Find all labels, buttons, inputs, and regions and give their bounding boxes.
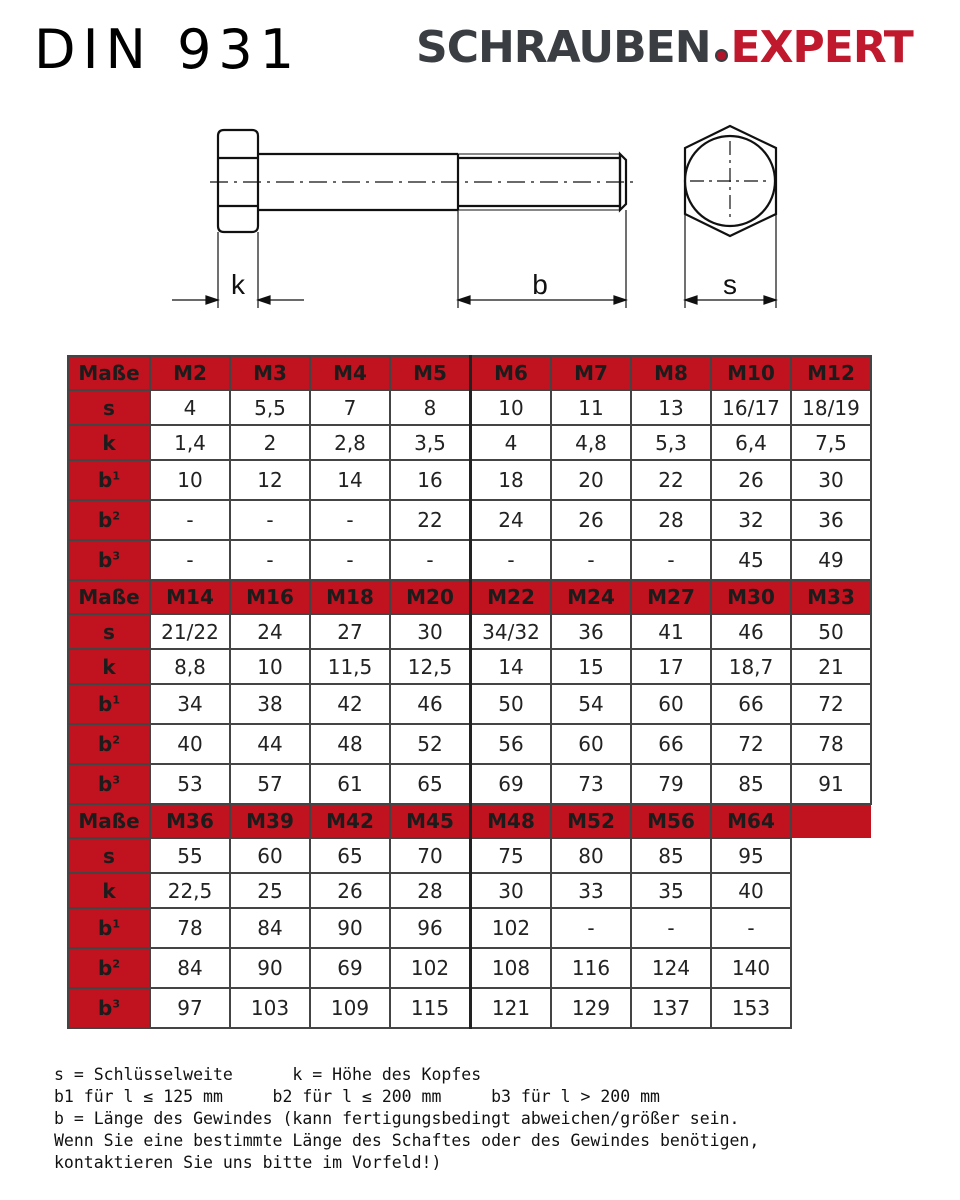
value-cell: 45 [711, 540, 791, 580]
value-cell: 5,3 [631, 425, 711, 460]
row-label-superscript: 2 [112, 957, 120, 971]
table-row [68, 724, 871, 764]
value-cell: 91 [791, 764, 871, 804]
header-cell-size: M64 [711, 804, 791, 838]
value-cell: 10 [150, 460, 230, 500]
value-cell: 95 [711, 838, 791, 873]
value-cell: 26 [551, 500, 631, 540]
row-label-superscript: 2 [112, 733, 120, 747]
value-cell: 4,8 [551, 425, 631, 460]
value-cell: 12 [230, 460, 310, 500]
value-cell: 6,4 [711, 425, 791, 460]
value-cell: 60 [551, 724, 631, 764]
row-label: b [98, 468, 113, 492]
value-cell: 73 [551, 764, 631, 804]
value-cell: 18 [471, 460, 552, 500]
value-cell: 72 [711, 724, 791, 764]
table-row [68, 614, 871, 649]
empty-cell [791, 988, 871, 1028]
value-cell: 41 [631, 614, 711, 649]
value-cell: - [150, 540, 230, 580]
value-cell: 30 [791, 460, 871, 500]
row-label-cell [68, 838, 150, 873]
row-label-superscript: 1 [112, 917, 120, 931]
value-cell: - [631, 540, 711, 580]
header-cell-masse: Maße [68, 804, 150, 838]
value-cell: 24 [230, 614, 310, 649]
value-cell: 90 [310, 908, 390, 948]
value-cell: 50 [791, 614, 871, 649]
value-cell: 153 [711, 988, 791, 1028]
value-cell: 40 [711, 873, 791, 908]
row-label-cell [68, 614, 150, 649]
header-cell-size: M8 [631, 356, 711, 390]
table-row [68, 873, 871, 908]
value-cell: 27 [310, 614, 390, 649]
value-cell: 48 [310, 724, 390, 764]
table-header-row [68, 356, 871, 390]
value-cell: 49 [791, 540, 871, 580]
value-cell: 24 [471, 500, 552, 540]
table-header-row [68, 804, 871, 838]
value-cell: 69 [310, 948, 390, 988]
brand-dot-icon [715, 49, 728, 62]
table-row [68, 838, 871, 873]
value-cell: 10 [230, 649, 310, 684]
value-cell: 3,5 [390, 425, 471, 460]
value-cell: 2,8 [310, 425, 390, 460]
footnote-line: b = Länge des Gewindes (kann fertigungsbedingt abweichen/größer sein. [54, 1109, 740, 1128]
row-label: s [103, 395, 115, 420]
value-cell: 103 [230, 988, 310, 1028]
row-label: k [102, 430, 116, 455]
brand-logo [416, 22, 913, 73]
value-cell: 84 [230, 908, 310, 948]
row-label: b [98, 772, 113, 796]
value-cell: 14 [471, 649, 552, 684]
value-cell: 7,5 [791, 425, 871, 460]
value-cell: 46 [711, 614, 791, 649]
dimension-label-b: b [532, 269, 548, 300]
value-cell: 50 [471, 684, 552, 724]
value-cell: - [390, 540, 471, 580]
header-cell-size: M33 [791, 580, 871, 614]
value-cell: 21/22 [150, 614, 230, 649]
row-label-superscript: 3 [112, 773, 120, 787]
empty-cell [791, 908, 871, 948]
value-cell: 85 [711, 764, 791, 804]
value-cell: 140 [711, 948, 791, 988]
table-row [68, 390, 871, 425]
row-label: k [102, 878, 116, 903]
value-cell: 46 [390, 684, 471, 724]
value-cell: 38 [230, 684, 310, 724]
header-cell-masse: Maße [68, 580, 150, 614]
value-cell: 26 [310, 873, 390, 908]
header-cell-size: M20 [390, 580, 471, 614]
value-cell: - [551, 540, 631, 580]
value-cell: 66 [631, 724, 711, 764]
value-cell: 5,5 [230, 390, 310, 425]
value-cell: 60 [631, 684, 711, 724]
value-cell: 18/19 [791, 390, 871, 425]
value-cell: 13 [631, 390, 711, 425]
row-label-cell [68, 390, 150, 425]
table-row [68, 764, 871, 804]
dimension-lines [172, 210, 776, 308]
value-cell: 115 [390, 988, 471, 1028]
value-cell: 90 [230, 948, 310, 988]
row-label-superscript: 3 [112, 997, 120, 1011]
row-label-cell [68, 724, 150, 764]
value-cell: 80 [551, 838, 631, 873]
value-cell: 85 [631, 838, 711, 873]
value-cell: 17 [631, 649, 711, 684]
value-cell: 66 [711, 684, 791, 724]
dimension-label-s: s [723, 269, 737, 300]
bolt-technical-drawing [0, 110, 960, 330]
value-cell: - [230, 500, 310, 540]
header-cell-size: M18 [310, 580, 390, 614]
value-cell: 52 [390, 724, 471, 764]
row-label: b [98, 548, 113, 572]
value-cell: 32 [711, 500, 791, 540]
header-cell-size: M42 [310, 804, 390, 838]
value-cell: 18,7 [711, 649, 791, 684]
table-row [68, 460, 871, 500]
header-cell-size: M36 [150, 804, 230, 838]
value-cell: 4 [471, 425, 552, 460]
header-cell-size: M22 [471, 580, 552, 614]
header-cell-size: M5 [390, 356, 471, 390]
bolt-side-view [218, 130, 626, 232]
value-cell: 129 [551, 988, 631, 1028]
row-label-superscript: 1 [112, 469, 120, 483]
value-cell: - [471, 540, 552, 580]
header-cell-size: M7 [551, 356, 631, 390]
value-cell: 121 [471, 988, 552, 1028]
value-cell: 78 [150, 908, 230, 948]
value-cell: 30 [390, 614, 471, 649]
brand-name-part1: SCHRAUBEN [416, 22, 711, 73]
value-cell: 11 [551, 390, 631, 425]
value-cell: 10 [471, 390, 552, 425]
row-label: s [103, 619, 115, 644]
header-cell-size: M24 [551, 580, 631, 614]
row-label-cell [68, 649, 150, 684]
value-cell: 72 [791, 684, 871, 724]
value-cell: 20 [551, 460, 631, 500]
value-cell: 21 [791, 649, 871, 684]
value-cell: 35 [631, 873, 711, 908]
row-label-cell [68, 764, 150, 804]
value-cell: 15 [551, 649, 631, 684]
row-label-cell [68, 540, 150, 580]
header-cell-size: M4 [310, 356, 390, 390]
value-cell: 116 [551, 948, 631, 988]
value-cell: 61 [310, 764, 390, 804]
table-row [68, 649, 871, 684]
row-label: b [98, 996, 113, 1020]
value-cell: - [230, 540, 310, 580]
value-cell: 102 [471, 908, 552, 948]
empty-cell [791, 948, 871, 988]
row-label-cell [68, 948, 150, 988]
row-label-superscript: 3 [112, 549, 120, 563]
row-label: b [98, 732, 113, 756]
value-cell: 75 [471, 838, 552, 873]
value-cell: 96 [390, 908, 471, 948]
dimension-label-k: k [231, 269, 245, 300]
row-label: b [98, 508, 113, 532]
value-cell: 30 [471, 873, 552, 908]
header-cell-size: M10 [711, 356, 791, 390]
value-cell: 34 [150, 684, 230, 724]
value-cell: 1,4 [150, 425, 230, 460]
value-cell: - [551, 908, 631, 948]
value-cell: 54 [551, 684, 631, 724]
row-label-cell [68, 425, 150, 460]
header-cell-size: M30 [711, 580, 791, 614]
value-cell: 22 [390, 500, 471, 540]
row-label: s [103, 843, 115, 868]
value-cell: 36 [791, 500, 871, 540]
value-cell: - [310, 540, 390, 580]
value-cell: - [631, 908, 711, 948]
header-cell-size: M48 [471, 804, 552, 838]
empty-cell [791, 804, 871, 838]
value-cell: 22 [631, 460, 711, 500]
header-cell-size: M56 [631, 804, 711, 838]
table-row [68, 908, 871, 948]
value-cell: 16/17 [711, 390, 791, 425]
value-cell: 7 [310, 390, 390, 425]
value-cell: 8 [390, 390, 471, 425]
value-cell: 53 [150, 764, 230, 804]
header-cell-size: M3 [230, 356, 310, 390]
header-cell-size: M39 [230, 804, 310, 838]
header-cell-size: M45 [390, 804, 471, 838]
value-cell: 70 [390, 838, 471, 873]
table-row [68, 948, 871, 988]
value-cell: 2 [230, 425, 310, 460]
value-cell: 56 [471, 724, 552, 764]
value-cell: 22,5 [150, 873, 230, 908]
footnote-line: b1 für l ≤ 125 mm b2 für l ≤ 200 mm b3 für l > 200 mm [54, 1087, 660, 1106]
table-row [68, 684, 871, 724]
row-label-cell [68, 908, 150, 948]
value-cell: 57 [230, 764, 310, 804]
value-cell: 102 [390, 948, 471, 988]
footnote-line: Wenn Sie eine bestimmte Länge des Schaftes oder des Gewindes benötigen, [54, 1131, 760, 1150]
header-cell-size: M16 [230, 580, 310, 614]
table-row [68, 540, 871, 580]
row-label-cell [68, 988, 150, 1028]
value-cell: 8,8 [150, 649, 230, 684]
value-cell: 28 [631, 500, 711, 540]
row-label: b [98, 692, 113, 716]
value-cell: 25 [230, 873, 310, 908]
value-cell: 36 [551, 614, 631, 649]
value-cell: 137 [631, 988, 711, 1028]
dimensions-table [67, 355, 872, 1029]
header-cell-size: M6 [471, 356, 552, 390]
value-cell: 78 [791, 724, 871, 764]
value-cell: 55 [150, 838, 230, 873]
row-label: k [102, 654, 116, 679]
value-cell: 109 [310, 988, 390, 1028]
header-cell-masse: Maße [68, 356, 150, 390]
value-cell: 84 [150, 948, 230, 988]
value-cell: 97 [150, 988, 230, 1028]
value-cell: 16 [390, 460, 471, 500]
value-cell: 14 [310, 460, 390, 500]
row-label-cell [68, 460, 150, 500]
header-cell-size: M52 [551, 804, 631, 838]
value-cell: 108 [471, 948, 552, 988]
row-label: b [98, 956, 113, 980]
row-label-superscript: 1 [112, 693, 120, 707]
value-cell: 42 [310, 684, 390, 724]
value-cell: 65 [390, 764, 471, 804]
table-row [68, 425, 871, 460]
value-cell: 79 [631, 764, 711, 804]
value-cell: 33 [551, 873, 631, 908]
table-row [68, 988, 871, 1028]
empty-cell [791, 873, 871, 908]
page-title: DIN 931 [34, 18, 302, 81]
value-cell: - [150, 500, 230, 540]
row-label-cell [68, 684, 150, 724]
value-cell: 12,5 [390, 649, 471, 684]
value-cell: 26 [711, 460, 791, 500]
table-row [68, 500, 871, 540]
header-cell-size: M12 [791, 356, 871, 390]
row-label-cell [68, 873, 150, 908]
value-cell: 124 [631, 948, 711, 988]
value-cell: 11,5 [310, 649, 390, 684]
footnote-line: s = Schlüsselweite k = Höhe des Kopfes [54, 1065, 482, 1084]
row-label: b [98, 916, 113, 940]
value-cell: 34/32 [471, 614, 552, 649]
front-view-crosshair [690, 141, 770, 221]
table-header-row [68, 580, 871, 614]
value-cell: 4 [150, 390, 230, 425]
value-cell: 28 [390, 873, 471, 908]
brand-name-part2: EXPERT [730, 22, 913, 73]
footnote-line: kontaktieren Sie uns bitte im Vorfeld!) [54, 1153, 442, 1172]
value-cell: 60 [230, 838, 310, 873]
header-cell-size: M27 [631, 580, 711, 614]
row-label-superscript: 2 [112, 509, 120, 523]
value-cell: - [310, 500, 390, 540]
value-cell: 44 [230, 724, 310, 764]
header-cell-size: M14 [150, 580, 230, 614]
value-cell: 65 [310, 838, 390, 873]
value-cell: 40 [150, 724, 230, 764]
header-cell-size: M2 [150, 356, 230, 390]
value-cell: - [711, 908, 791, 948]
footnotes [54, 1064, 759, 1174]
row-label-cell [68, 500, 150, 540]
value-cell: 69 [471, 764, 552, 804]
empty-cell [791, 838, 871, 873]
